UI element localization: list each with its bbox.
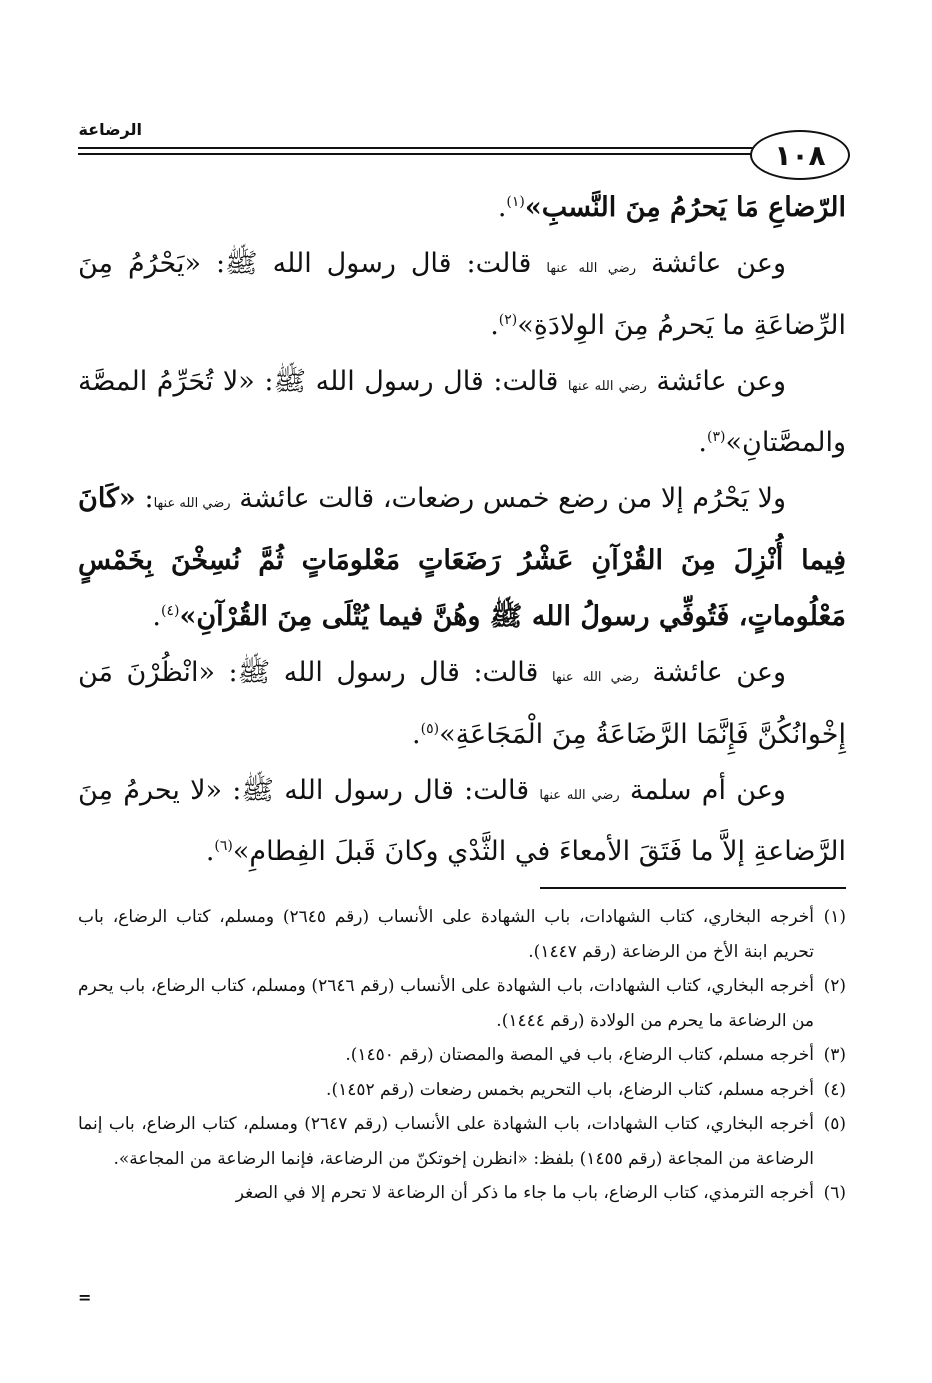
main-text bbox=[78, 180, 846, 881]
footnote-ref-2: (٢) bbox=[498, 311, 518, 328]
intro-text: ولا يَحْرُم إلا من رضع خمس رضعات، قالت عائشة bbox=[239, 483, 787, 515]
footnote-text: أخرجه مسلم، كتاب الرضاع، باب التحريم بخمس رضعات (رقم ١٤٥٢). bbox=[326, 1079, 814, 1100]
page-number: ١٠٨ bbox=[774, 138, 826, 172]
continuation-mark: = bbox=[78, 1288, 92, 1307]
running-header-title: الرضاعة bbox=[78, 120, 142, 139]
footnote-text: أخرجه مسلم، كتاب الرضاع، باب في المصة والمصتان (رقم ١٤٥٠). bbox=[345, 1045, 814, 1065]
footnote-number: (٢) bbox=[823, 976, 846, 996]
narrator: وعن عائشة bbox=[650, 248, 786, 280]
paragraph-end: . bbox=[152, 601, 161, 633]
footnote-text: أخرجه البخاري، كتاب الشهادات، باب الشهادة على الأنساب (رقم ٢٦٤٧) ومسلم، كتاب الرضاع، باب إنما الرضاعة من المجاعة (رقم ١٤٥٥) بلفظ: «انظرن إخوتكنّ من الرضاعة، فإنما الرضاعة من المجاعة». bbox=[78, 1114, 815, 1169]
honorific: رضي الله عنها bbox=[546, 261, 636, 277]
paragraph-2 bbox=[78, 236, 846, 354]
paragraph-end: . bbox=[497, 192, 507, 223]
footnotes bbox=[78, 900, 846, 1211]
honorific: رضي الله عنها bbox=[153, 496, 231, 512]
paragraph-end: . bbox=[412, 718, 421, 750]
paragraph-end: . bbox=[490, 309, 499, 341]
paragraph-3 bbox=[78, 354, 846, 472]
footnote-separator bbox=[540, 887, 846, 889]
footnote-text: أخرجه الترمذي، كتاب الرضاع، باب ما جاء ما ذكر أن الرضاعة لا تحرم إلا في الصغر bbox=[235, 1183, 814, 1203]
honorific: رضي الله عنها bbox=[539, 787, 620, 803]
header-rule-upper bbox=[78, 147, 758, 149]
colon: : bbox=[144, 483, 154, 515]
hadith-text: الرّضاعِ مَا يَحرُمُ مِنَ النَّسبِ» bbox=[524, 192, 846, 223]
hadith-text: «كَانَ فِيما أُنْزِلَ مِنَ القُرْآنِ عَشْرُ رَضَعَاتٍ مَعْلومَاتٍ ثُمَّ نُسِخْنَ بِخَمْسٍ مَعْلُوماتٍ، فَتُوفِّي رسولُ الله ﷺ وهُنَّ فيما يُتْلَى مِنَ القُرْآنِ» bbox=[78, 483, 846, 633]
footnote-number: (٥) bbox=[823, 1114, 846, 1134]
footnote-number: (١) bbox=[823, 907, 846, 927]
narrator: وعن أم سلمة bbox=[629, 774, 786, 806]
page-number-badge bbox=[750, 130, 850, 180]
paragraph-1 bbox=[78, 180, 846, 236]
paragraph-6 bbox=[78, 763, 846, 881]
hadith-text: قالت: قال رسول الله ﷺ: «لا يحرمُ مِنَ الرَّضاعةِ إلاَّ ما فَتَقَ الأمعاءَ في الثَّدْي وكانَ قَبلَ الفِطامِ» bbox=[78, 774, 846, 868]
footnote-2 bbox=[78, 969, 846, 1038]
header-rule-lower bbox=[78, 153, 758, 155]
honorific: رضي الله عنها bbox=[567, 378, 647, 394]
narrator: وعن عائشة bbox=[656, 365, 786, 397]
footnote-ref-4: (٤) bbox=[161, 603, 180, 620]
paragraph-end: . bbox=[698, 427, 708, 459]
footnote-ref-6: (٦) bbox=[214, 838, 233, 855]
footnote-ref-3: (٣) bbox=[707, 429, 726, 446]
hadith-text: قالت: قال رسول الله ﷺ: «لا تُحَرِّمُ المصَّة والمصَّتانِ» bbox=[78, 365, 846, 459]
paragraph-4 bbox=[78, 471, 846, 645]
narrator: وعن عائشة bbox=[652, 657, 786, 689]
footnote-5 bbox=[78, 1107, 846, 1176]
honorific: رضي الله عنها bbox=[551, 670, 639, 686]
footnote-3 bbox=[78, 1038, 846, 1073]
footnote-6 bbox=[78, 1176, 846, 1211]
footnote-4 bbox=[78, 1073, 846, 1108]
footnote-number: (٣) bbox=[823, 1045, 846, 1065]
footnote-ref-5: (٥) bbox=[420, 720, 440, 737]
paragraph-end: . bbox=[205, 836, 215, 868]
hadith-text: قالت: قال رسول الله ﷺ: «انْظُرْنَ مَن إِخْوانُكُنَّ فَإِنَّمَا الرَّضَاعَةُ مِنَ الْمَجَاعَةِ» bbox=[78, 657, 846, 750]
footnote-number: (٦) bbox=[823, 1183, 846, 1203]
footnote-text: أخرجه البخاري، كتاب الشهادات، باب الشهادة على الأنساب (رقم ٢٦٤٦) ومسلم، كتاب الرضاع، باب يحرم من الرضاعة ما يحرم من الولادة (رقم ١٤٤٤). bbox=[78, 976, 814, 1031]
paragraph-5 bbox=[78, 645, 846, 763]
footnote-1 bbox=[78, 900, 846, 969]
footnote-number: (٤) bbox=[823, 1079, 846, 1100]
footnote-ref-1: (١) bbox=[506, 194, 525, 210]
hadith-text: قالت: قال رسول الله ﷺ: «يَحْرُمُ مِنَ الرِّضاعَةِ ما يَحرمُ مِنَ الوِلادَةِ» bbox=[78, 248, 846, 341]
footnote-text: أخرجه البخاري، كتاب الشهادات، باب الشهادة على الأنساب (رقم ٢٦٤٥) ومسلم، كتاب الرضاع، باب تحريم ابنة الأخ من الرضاعة (رقم ١٤٤٧). bbox=[78, 907, 815, 962]
